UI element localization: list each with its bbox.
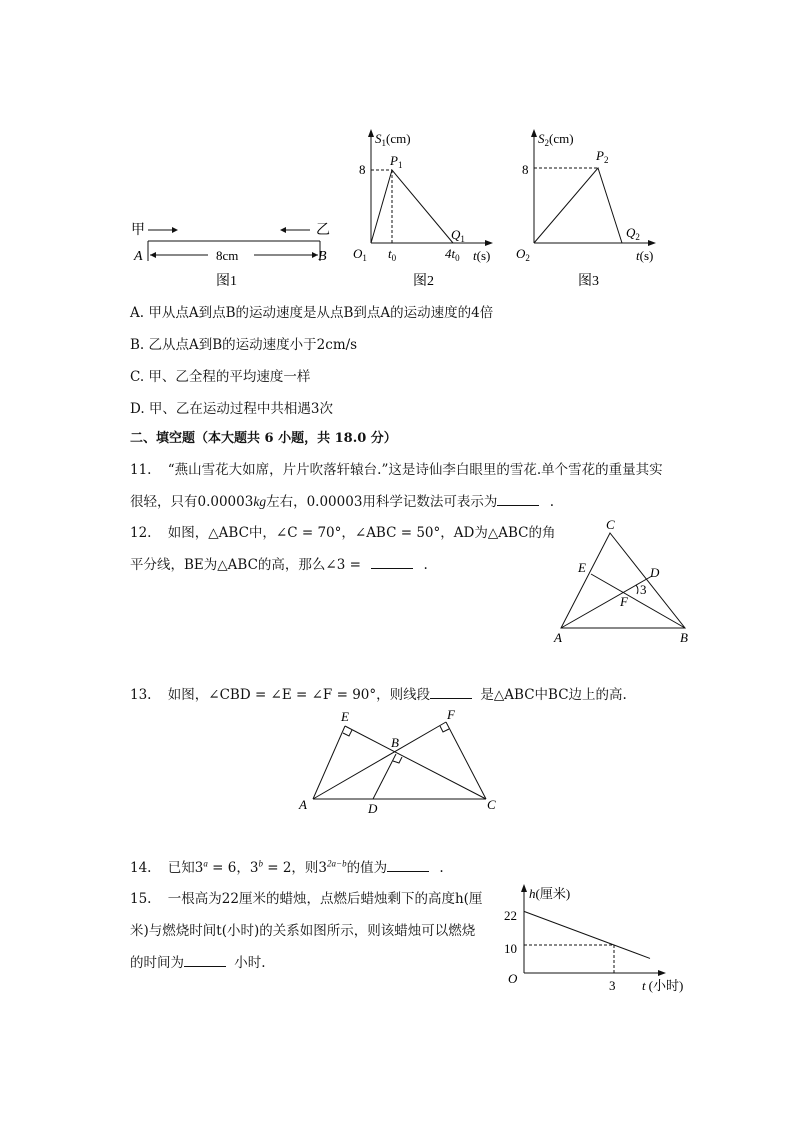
q12-segment-be [591,574,685,628]
fig2-end: $Q_1$ [451,227,465,244]
q11-answer-blank[interactable] [497,492,539,506]
q14-text-a: 已知3 [167,860,204,876]
option-a: A. 甲从点A到点B的运动速度是从点B到点A的运动速度的4倍 [130,305,494,321]
q15-text3a: 的时间为 [130,955,184,971]
q15-answer-blank[interactable] [184,953,226,967]
q14-text-c: = 2，则3 [262,860,328,876]
q12-answer-blank[interactable] [371,555,413,569]
q13-number: 13. [130,687,152,703]
q14-exp-c: 2a−b [327,858,347,869]
q13-line [130,683,627,703]
fig3-caption: 图3 [578,274,599,289]
q15-line2: 米)与燃烧时间t(小时)的关系如图所示，则该蜡烛可以燃烧 [130,923,476,939]
q13-figure [295,706,505,818]
q14-text-d: 的值为 [346,860,388,876]
q13-fc [446,722,486,799]
figure-2 [345,125,505,290]
fig2-y-label: $S_1(cm)$ [375,131,411,148]
q13-label-c: C [487,797,496,812]
fig3-x-arrow [648,240,656,246]
q15-chart [500,880,700,998]
q13-af [313,722,446,799]
q12-number: 12. [130,525,152,541]
q15-origin: O [508,971,518,986]
fig2-origin: $O_1$ [353,246,367,263]
q13-label-d: D [368,801,378,816]
q11-line1 [130,458,663,478]
q13-ea [313,726,345,799]
q11-text2a: 很轻，只有0.00003 [130,494,254,510]
q14-exp-b: b [258,858,263,869]
q15-x-arrow [658,970,666,976]
fig1-arrow-right-head [172,227,178,233]
q13-ec [345,726,486,799]
q13-answer-blank[interactable] [430,685,472,699]
q14-end: . [439,860,444,876]
q13-label-a: A [299,797,307,812]
fig2-x-arrow [485,240,493,246]
q12-label-c: C [606,518,615,532]
option-b: B. 乙从点A到B的运动速度小于2cm/s [130,337,358,353]
q12-text2: 平分线，BE为△ABC的高，那么∠3 = [130,557,361,573]
q12-end: . [423,557,428,573]
fig3-graph [534,168,622,243]
q12-angle-3-arc [636,585,638,594]
fig3-y-tick-8: 8 [522,162,529,177]
q15-text3b: 小时. [234,955,266,971]
q12-triangle [561,533,685,628]
fig3-y-label: $S_2(cm)$ [538,131,574,148]
fig1-dim-left-head [150,252,156,258]
q15-y-arrow [521,884,527,892]
fig1-point-a: A [134,249,143,264]
section-heading: 二、填空题（本大题共 6 小题，共 18.0 分） [130,431,397,446]
fig3-x-label: t(s) [636,248,654,263]
option-d: D. 甲、乙在运动过程中共相遇3次 [130,401,334,417]
q11-line2 [130,490,554,510]
q12-line1 [130,521,555,541]
q13-label-f: F [447,707,455,722]
fig2-y-arrow [368,129,374,137]
q13-label-b: B [391,735,399,750]
fig1-point-b: B [318,249,327,264]
q15-y-tick-10: 10 [504,941,517,956]
fig3-peak: $P_2$ [596,148,609,165]
fig3-y-arrow [531,129,537,137]
q11-number: 11. [130,462,152,478]
fig3-end: $Q_2$ [626,225,640,242]
fig2-4t0: $4t_0$ [445,246,460,263]
q11-text2b: 左右，0.00003用科学记数法可表示为 [266,494,498,510]
q12-label-3: 3 [640,582,647,597]
q15-line1 [130,887,482,907]
option-c: C. 甲、乙全程的平均速度一样 [130,369,311,385]
q12-label-f: F [620,594,628,609]
q14-text-b: = 6，3 [207,860,259,876]
fig1-arrow-left-head [280,227,286,233]
q12-figure [548,518,698,648]
fig2-y-tick-8: 8 [359,162,366,177]
q14-exp-a: a [203,858,208,869]
q12-label-b: B [680,630,688,645]
fig1-person-yi: 乙 [316,223,330,238]
fig1-person-jia: 甲 [131,223,145,238]
fig2-graph [371,170,453,243]
fig2-caption: 图2 [413,274,434,289]
q13-right-angle-e [343,730,352,736]
q12-text1: 如图，△ABC中，∠C = 70°，∠ABC = 50°，AD为△ABC的角 [167,525,556,541]
fig2-t0: $t_0$ [388,246,397,263]
q12-label-e: E [578,560,586,575]
fig3-origin: $O_2$ [516,246,530,263]
figure-3 [510,125,670,290]
q13-bd [373,754,396,799]
q14-answer-blank[interactable] [387,858,429,872]
q12-label-a: A [554,630,562,645]
q13-label-e: E [341,709,349,724]
q15-number: 15. [130,891,152,907]
fig1-caption: 图1 [216,274,237,289]
q15-x-label: t (小时) [642,978,684,993]
q11-end: . [549,494,554,510]
q15-series-line [524,911,650,958]
q13-text-a: 如图，∠CBD = ∠E = ∠F = 90°，则线段 [167,687,431,703]
q13-text-b: 是△ABC中BC边上的高. [480,687,627,703]
q15-y-label: h(厘米) [529,886,571,901]
figure-1 [128,215,338,295]
fig2-x-label: t(s) [473,248,491,263]
q11-unit: kg [253,494,267,509]
q12-label-d: D [650,565,660,580]
q14-number: 14. [130,860,152,876]
q13-right-angle-f [440,726,449,732]
q12-line2 [130,553,428,573]
q15-y-tick-22: 22 [504,908,517,923]
q15-x-tick-3: 3 [609,978,616,993]
fig2-peak: $P_1$ [390,153,403,170]
fig1-distance: 8cm [216,248,239,263]
q14-line [130,856,444,876]
q15-line3 [130,951,266,971]
q11-text1: “燕山雪花大如席，片片吹落轩辕台.”这是诗仙李白眼里的雪花.单个雪花的重量其实 [167,462,663,478]
q15-text1: 一根高为22厘米的蜡烛，点燃后蜡烛剩下的高度h(厘 [167,891,483,907]
